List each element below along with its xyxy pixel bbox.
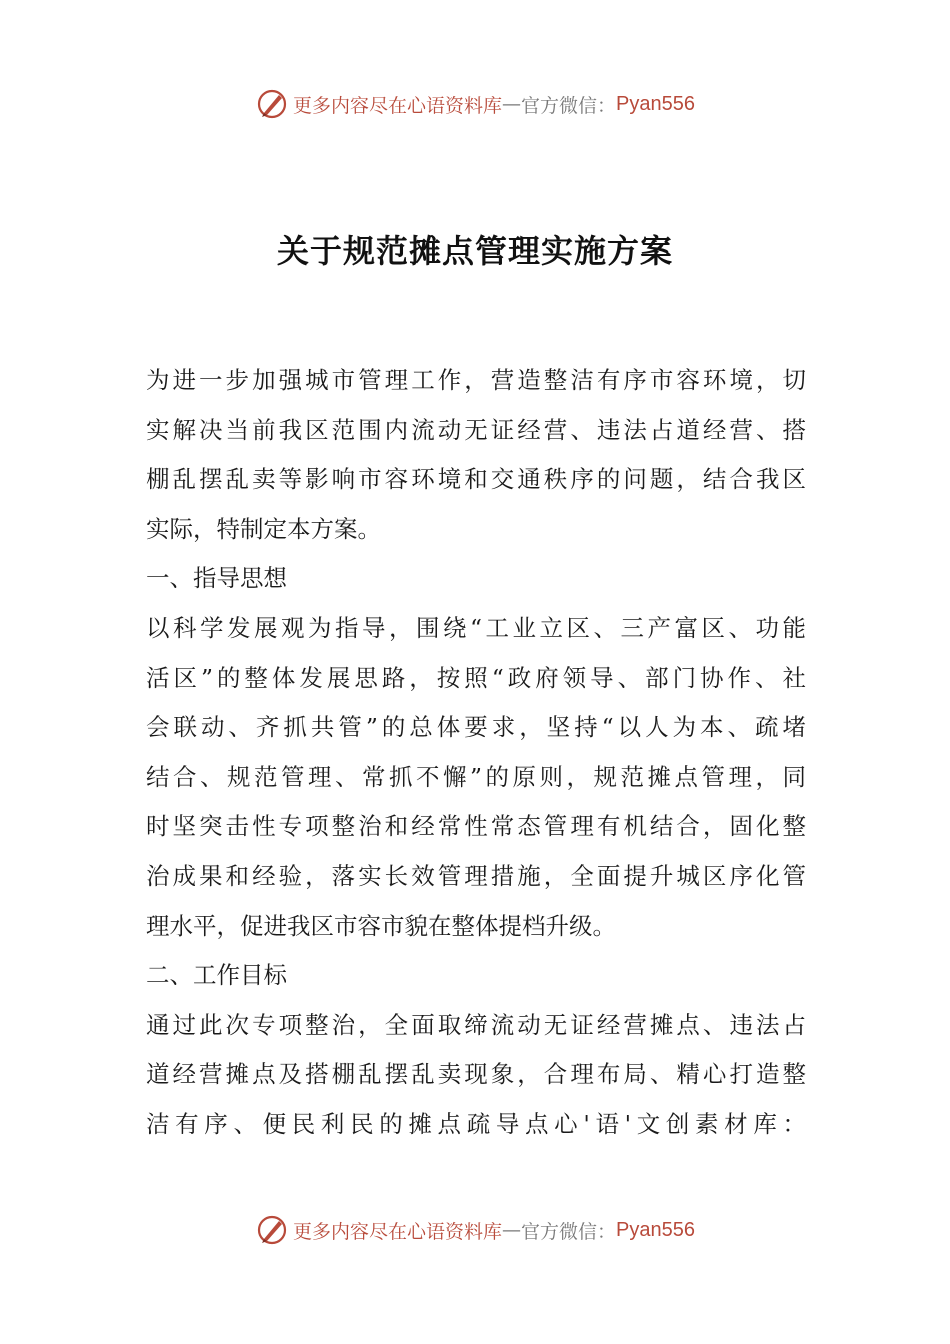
banner-wechat-label: 官方微信： <box>521 1220 617 1243</box>
banner-wechat-id: Pyan556 <box>616 92 695 115</box>
body-line: 时坚突击性专项整治和经常性常态管理有机结合，固化整 <box>146 812 806 841</box>
body-line: 会联动、齐抓共管”的总体要求，坚持“以人为本、疏堵 <box>146 713 806 742</box>
body-line: 棚乱摆乱卖等影响市容环境和交通秩序的问题，结合我区 <box>146 465 806 494</box>
body-line: 洁有序、便民利民的摊点疏导点心'语'文创素材库： <box>146 1109 806 1138</box>
body-line: 活区”的整体发展思路，按照“政府领导、部门协作、社 <box>146 663 806 692</box>
banner-library-text: 更多内容尽在心语资料库 <box>293 94 503 117</box>
body-line: 为进一步加强城市管理工作，营造整洁有序市容环境，切 <box>146 366 806 394</box>
footer-watermark-banner <box>0 1210 950 1250</box>
body-line: 理水平，促进我区市容市貌在整体提档升级。 <box>146 911 616 940</box>
banner-wechat-label: 官方微信： <box>521 94 617 117</box>
header-watermark-banner <box>0 84 950 124</box>
body-line: 治成果和经验，落实长效管理措施，全面提升城区序化管 <box>146 861 806 890</box>
body-line: 通过此次专项整治，全面取缔流动无证经营摊点、违法占 <box>146 1010 806 1039</box>
section-heading: 二、工作目标 <box>146 961 287 990</box>
body-line: 实解决当前我区范围内流动无证经营、违法占道经营、搭 <box>146 415 806 444</box>
banner-dash: — <box>502 93 522 115</box>
banner-library-text: 更多内容尽在心语资料库 <box>293 1220 503 1243</box>
banner-dash: — <box>502 1219 522 1241</box>
pen-circle-logo-icon <box>255 87 289 121</box>
body-line: 实际，特制定本方案。 <box>146 514 381 543</box>
body-line: 以科学发展观为指导，围绕“工业立区、三产富区、功能 <box>146 613 806 642</box>
body-line: 结合、规范管理、常抓不懈”的原则，规范摊点管理，同 <box>146 762 806 791</box>
document-body <box>146 356 806 1150</box>
banner-wechat-id: Pyan556 <box>616 1218 695 1241</box>
pen-circle-logo-icon <box>255 1213 289 1247</box>
body-line: 道经营摊点及搭棚乱摆乱卖现象，合理布局、精心打造整 <box>146 1060 806 1089</box>
document-title: 关于规范摊点管理实施方案 <box>276 232 673 270</box>
section-heading: 一、指导思想 <box>146 564 287 593</box>
